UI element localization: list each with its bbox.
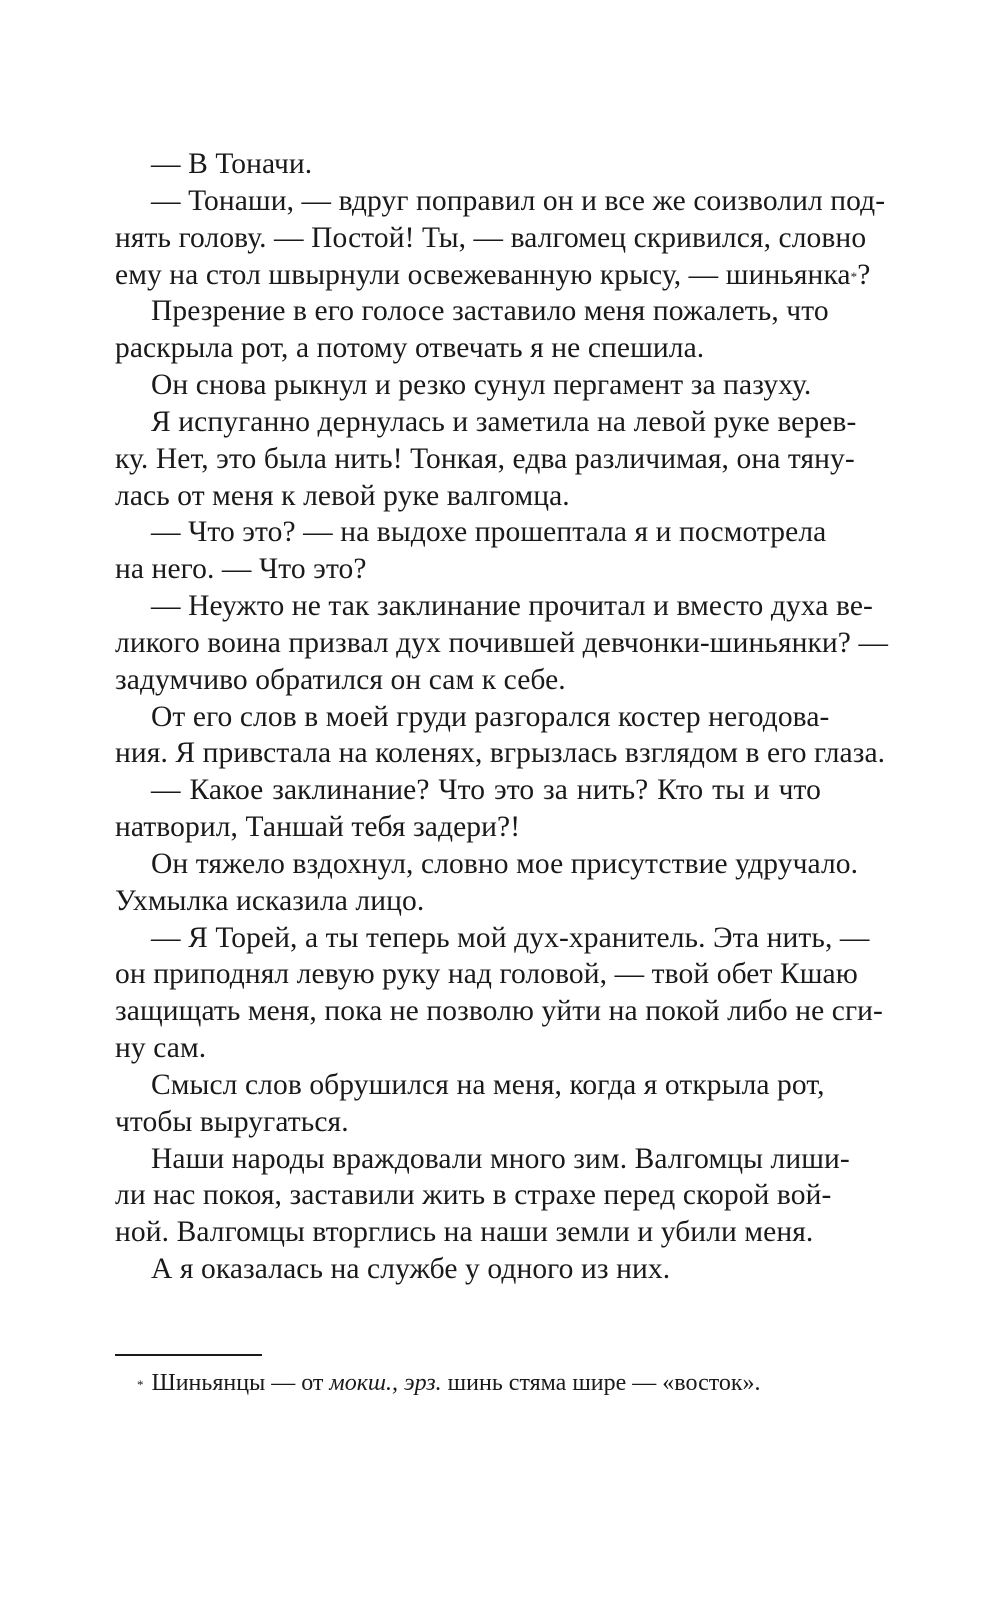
footnote-italic: мокш., эрз.	[329, 1370, 442, 1396]
text-line: задумчиво обратился он сам к себе.	[115, 664, 566, 696]
text-line-body: ему на стол швырнули освежеванную крысу, — шиньянка	[115, 259, 851, 291]
text-line: — Какое заклинание? Что это за нить? Кто ты и что	[151, 774, 821, 806]
text-line: От его слов в моей груди разгорался костер негодова-	[151, 701, 830, 733]
footnote	[137, 1368, 761, 1398]
text-line: — Неужто не так заклинание прочитал и вместо духа ве-	[151, 590, 873, 622]
text-line: на него. — Что это?	[115, 553, 367, 585]
text-line: Смысл слов обрушился на меня, когда я открыла рот,	[151, 1069, 825, 1101]
text-line: Ухмылка исказила лицо.	[115, 885, 425, 917]
text-line: лась от меня к левой руке валгомца.	[115, 480, 570, 512]
text-line: — В Тоначи.	[151, 148, 313, 180]
text-line: ну сам.	[115, 1032, 207, 1064]
text-line	[115, 257, 871, 293]
text-line: чтобы выругаться.	[115, 1106, 349, 1138]
text-line: ной. Валгомцы вторглись на наши земли и убили меня.	[115, 1216, 814, 1248]
text-line: он приподнял левую руку над головой, — твой обет Кшаю	[115, 958, 858, 990]
footnote-marker: *	[850, 269, 858, 284]
text-line: ли нас покоя, заставили жить в страхе перед скорой вой-	[115, 1179, 832, 1211]
text-line: натворил, Таншай тебя задери?!	[115, 811, 521, 843]
text-line: Презрение в его голосе заставило меня пожалеть, что	[151, 295, 829, 327]
text-line: ликого воина призвал дух почившей девчонки-шиньянки? —	[115, 627, 889, 659]
text-line: — Я Торей, а ты теперь мой дух-хранитель. Эта нить, —	[151, 922, 870, 954]
footnote-separator	[115, 1354, 262, 1356]
text-line: А я оказалась на службе у одного из них.	[151, 1253, 671, 1285]
text-line: нять голову. — Постой! Ты, — валгомец скривился, словно	[115, 222, 867, 254]
text-line: раскрыла рот, а потому отвечать я не спешила.	[115, 332, 705, 364]
text-line: — Что это? — на выдохе прошептала я и посмотрела	[151, 516, 827, 548]
footnote-text-after: шинь стяма шире — «восток».	[441, 1370, 761, 1396]
text-line: ния. Я привстала на коленях, вгрызлась взглядом в его глаза.	[115, 737, 886, 769]
text-line: Он тяжело вздохнул, словно мое присутствие удручало.	[151, 848, 859, 880]
text-line: Он снова рыкнул и резко сунул пергамент за пазуху.	[151, 369, 812, 401]
text-line: ку. Нет, это была нить! Тонкая, едва различимая, она тяну-	[115, 443, 855, 475]
footnote-star: *	[137, 1377, 144, 1392]
text-line-tail: ?	[857, 259, 871, 291]
text-line: — Тонаши, — вдруг поправил он и все же соизволил под-	[151, 185, 886, 217]
footnote-text-before: Шиньянцы — от	[151, 1370, 330, 1396]
text-line: Я испуганно дернулась и заметила на левой руке верев-	[151, 406, 857, 438]
text-line: Наши народы враждовали много зим. Валгомцы лиши-	[151, 1143, 850, 1175]
text-line: защищать меня, пока не позволю уйти на покой либо не сги-	[115, 995, 883, 1027]
